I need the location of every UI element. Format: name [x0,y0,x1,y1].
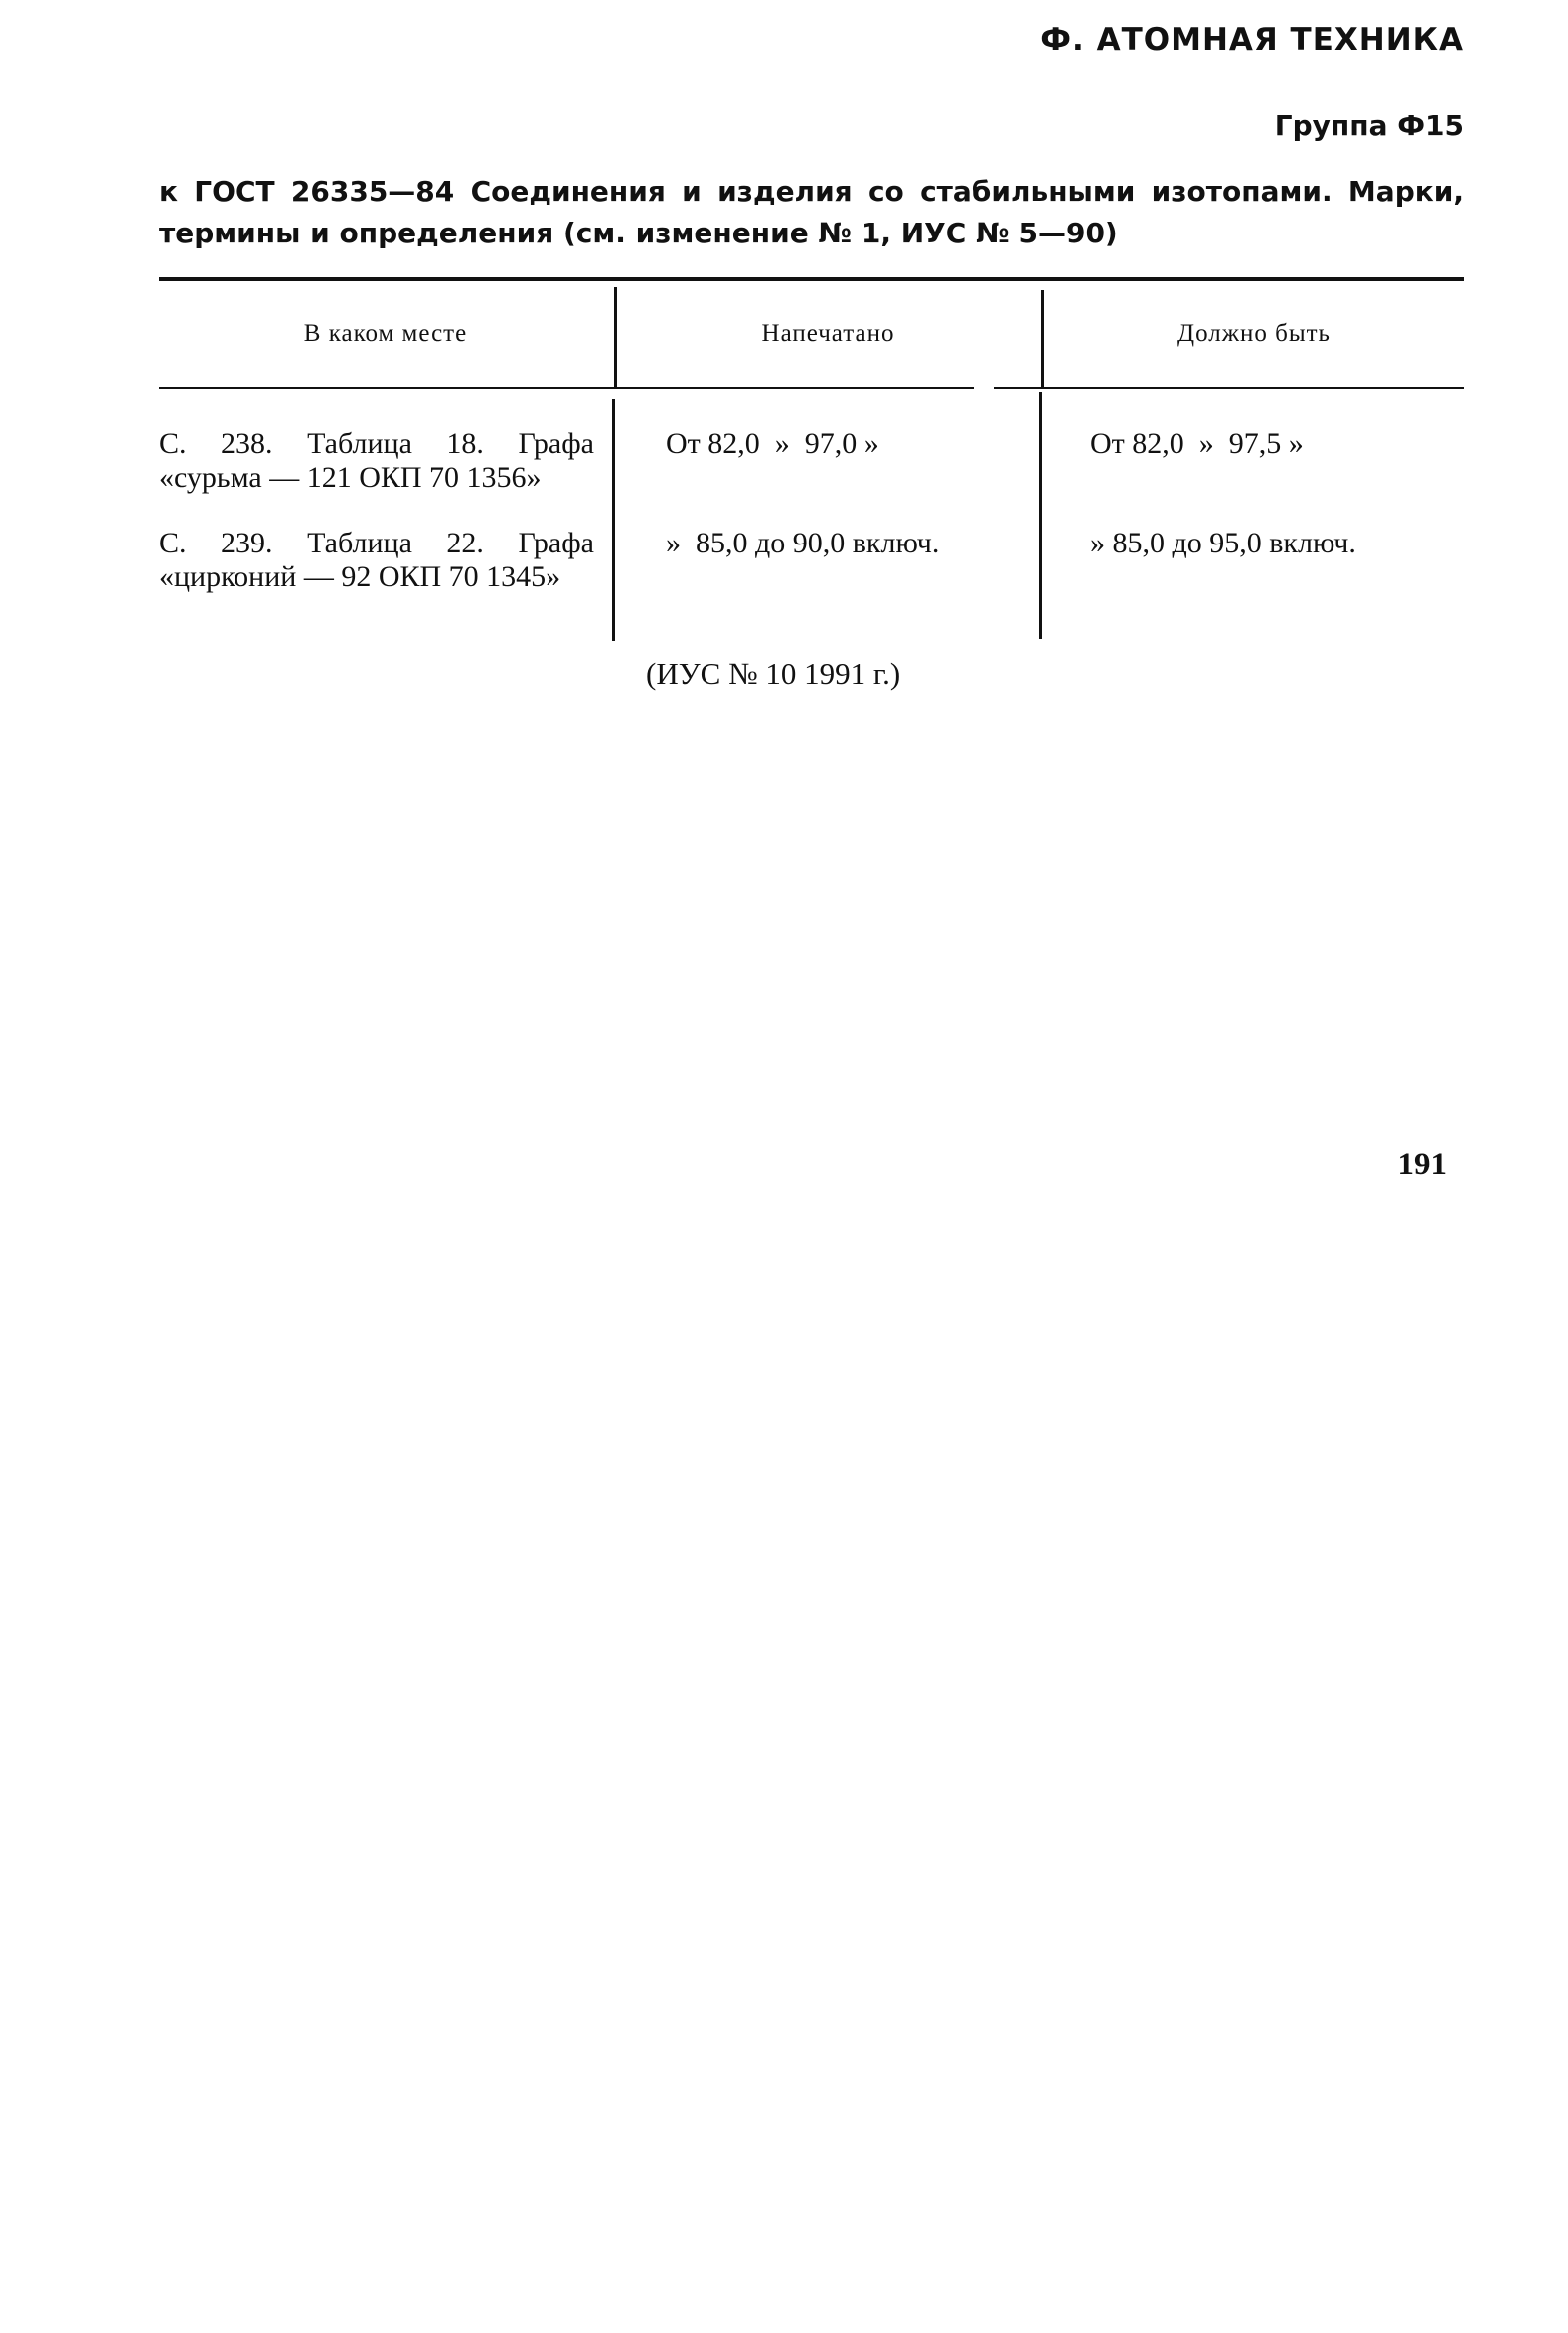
table-header-rule-2 [994,387,1464,389]
column-divider-1-body [612,399,615,641]
table-cell-should-be-1: От 82,0 » 97,5 » [1090,427,1304,460]
table-cell-printed-1: От 82,0 » 97,0 » [666,427,879,460]
table-top-rule [159,277,1464,281]
page-number: 191 [1397,1147,1447,1182]
citation: (ИУС № 10 1991 г.) [646,656,901,691]
section-header: Ф. АТОМНАЯ ТЕХНИКА [1040,22,1464,58]
group-label: Группа Ф15 [1274,109,1464,142]
table-header-place: В каком месте [303,320,468,347]
table-cell-should-be-2: » 85,0 до 95,0 включ. [1090,527,1356,559]
document-title: к ГОСТ 26335—84 Соединения и изделия со стабильными изотопами. Марки, термины и определения (см. изменение № 1, ИУС № 5—90) [159,175,1464,249]
table-cell-place-1: С. 238. Таблица 18. Графа «сурьма — 121 ОКП 70 1356» [159,427,594,494]
column-divider-2-body [1039,392,1042,639]
table-cell-place-2: С. 239. Таблица 22. Графа «цирконий — 92 ОКП 70 1345» [159,527,594,593]
table-header-should-be: Должно быть [1177,320,1331,347]
table-header-printed: Напечатано [761,320,895,347]
table-header-rule-1 [159,387,974,389]
table-cell-printed-2: » 85,0 до 90,0 включ. [666,527,940,559]
